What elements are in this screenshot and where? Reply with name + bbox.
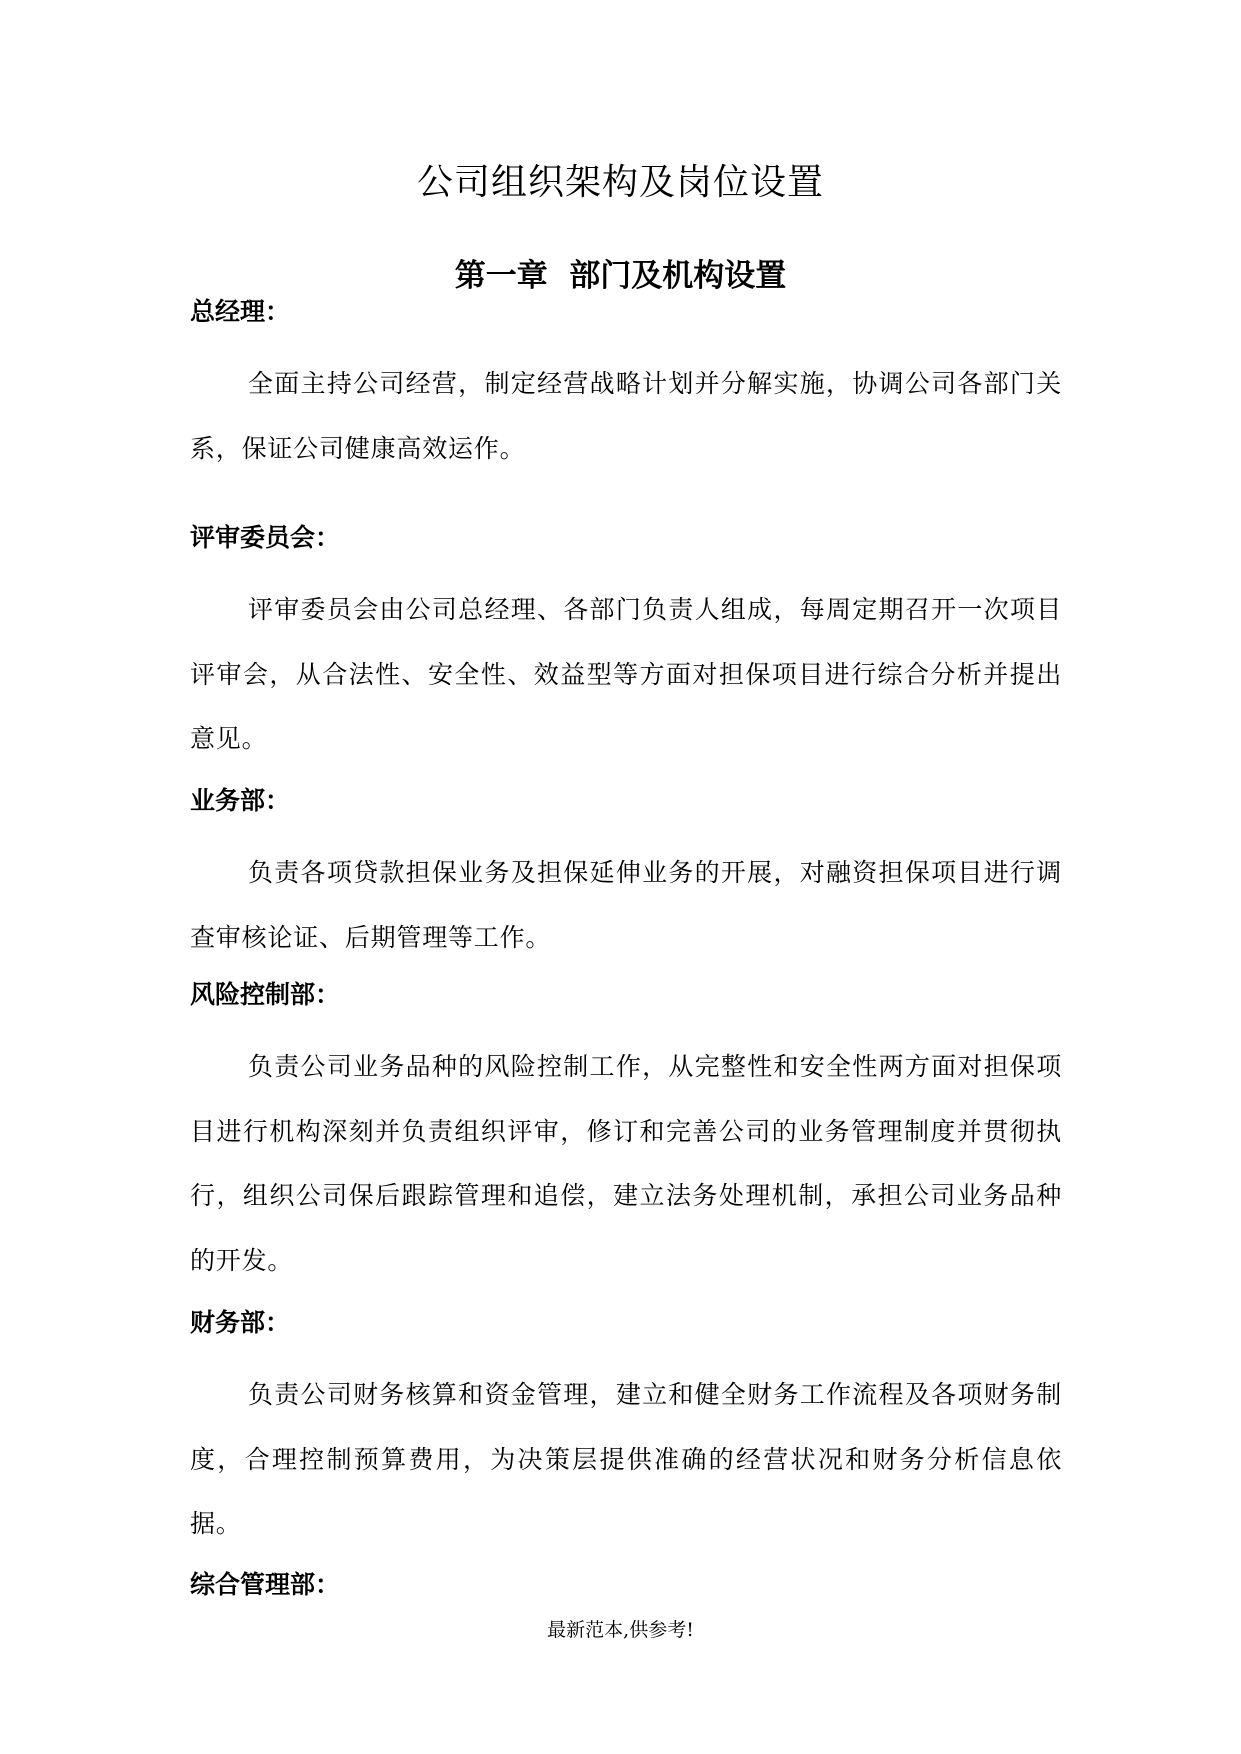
section-heading: 风险控制部： bbox=[190, 980, 341, 1009]
section-heading: 财务部： bbox=[190, 1308, 291, 1337]
section-body: 负责各项贷款担保业务及担保延伸业务的开展，对融资担保项目进行调查审核论证、后期管理等工作。 bbox=[190, 858, 1062, 952]
section-review-committee bbox=[190, 516, 1062, 772]
section-heading: 业务部： bbox=[190, 786, 291, 815]
section-body: 评审委员会由公司总经理、各部门负责人组成，每周定期召开一次项目评审会，从合法性、安全性、效益型等方面对担保项目进行综合分析并提出意见。 bbox=[190, 595, 1062, 753]
section-heading: 总经理： bbox=[190, 297, 291, 326]
chapter-title: 第一章 部门及机构设置 bbox=[454, 258, 787, 294]
section-general-manager bbox=[190, 290, 1062, 481]
page-footer: 最新范本,供参考! bbox=[547, 1619, 694, 1641]
section-body: 负责公司财务核算和资金管理，建立和健全财务工作流程及各项财务制度，合理控制预算费用，为决策层提供准确的经营状况和财务分析信息依据。 bbox=[190, 1380, 1062, 1538]
document-title: 公司组织架构及岗位设置 bbox=[416, 162, 824, 203]
section-business-dept bbox=[190, 779, 1062, 970]
section-general-management-dept bbox=[190, 1563, 1062, 1607]
section-finance-dept bbox=[190, 1301, 1062, 1557]
section-risk-control-dept bbox=[190, 973, 1062, 1293]
section-heading: 综合管理部： bbox=[190, 1570, 341, 1599]
section-body: 全面主持公司经营，制定经营战略计划并分解实施，协调公司各部门关系，保证公司健康高效运作。 bbox=[190, 369, 1062, 463]
section-heading: 评审委员会： bbox=[190, 523, 341, 552]
section-body: 负责公司业务品种的风险控制工作，从完整性和安全性两方面对担保项目进行机构深刻并负责组织评审，修订和完善公司的业务管理制度并贯彻执行，组织公司保后跟踪管理和追偿，建立法务处理机制，承担公司业务品种的开发。 bbox=[190, 1052, 1062, 1275]
